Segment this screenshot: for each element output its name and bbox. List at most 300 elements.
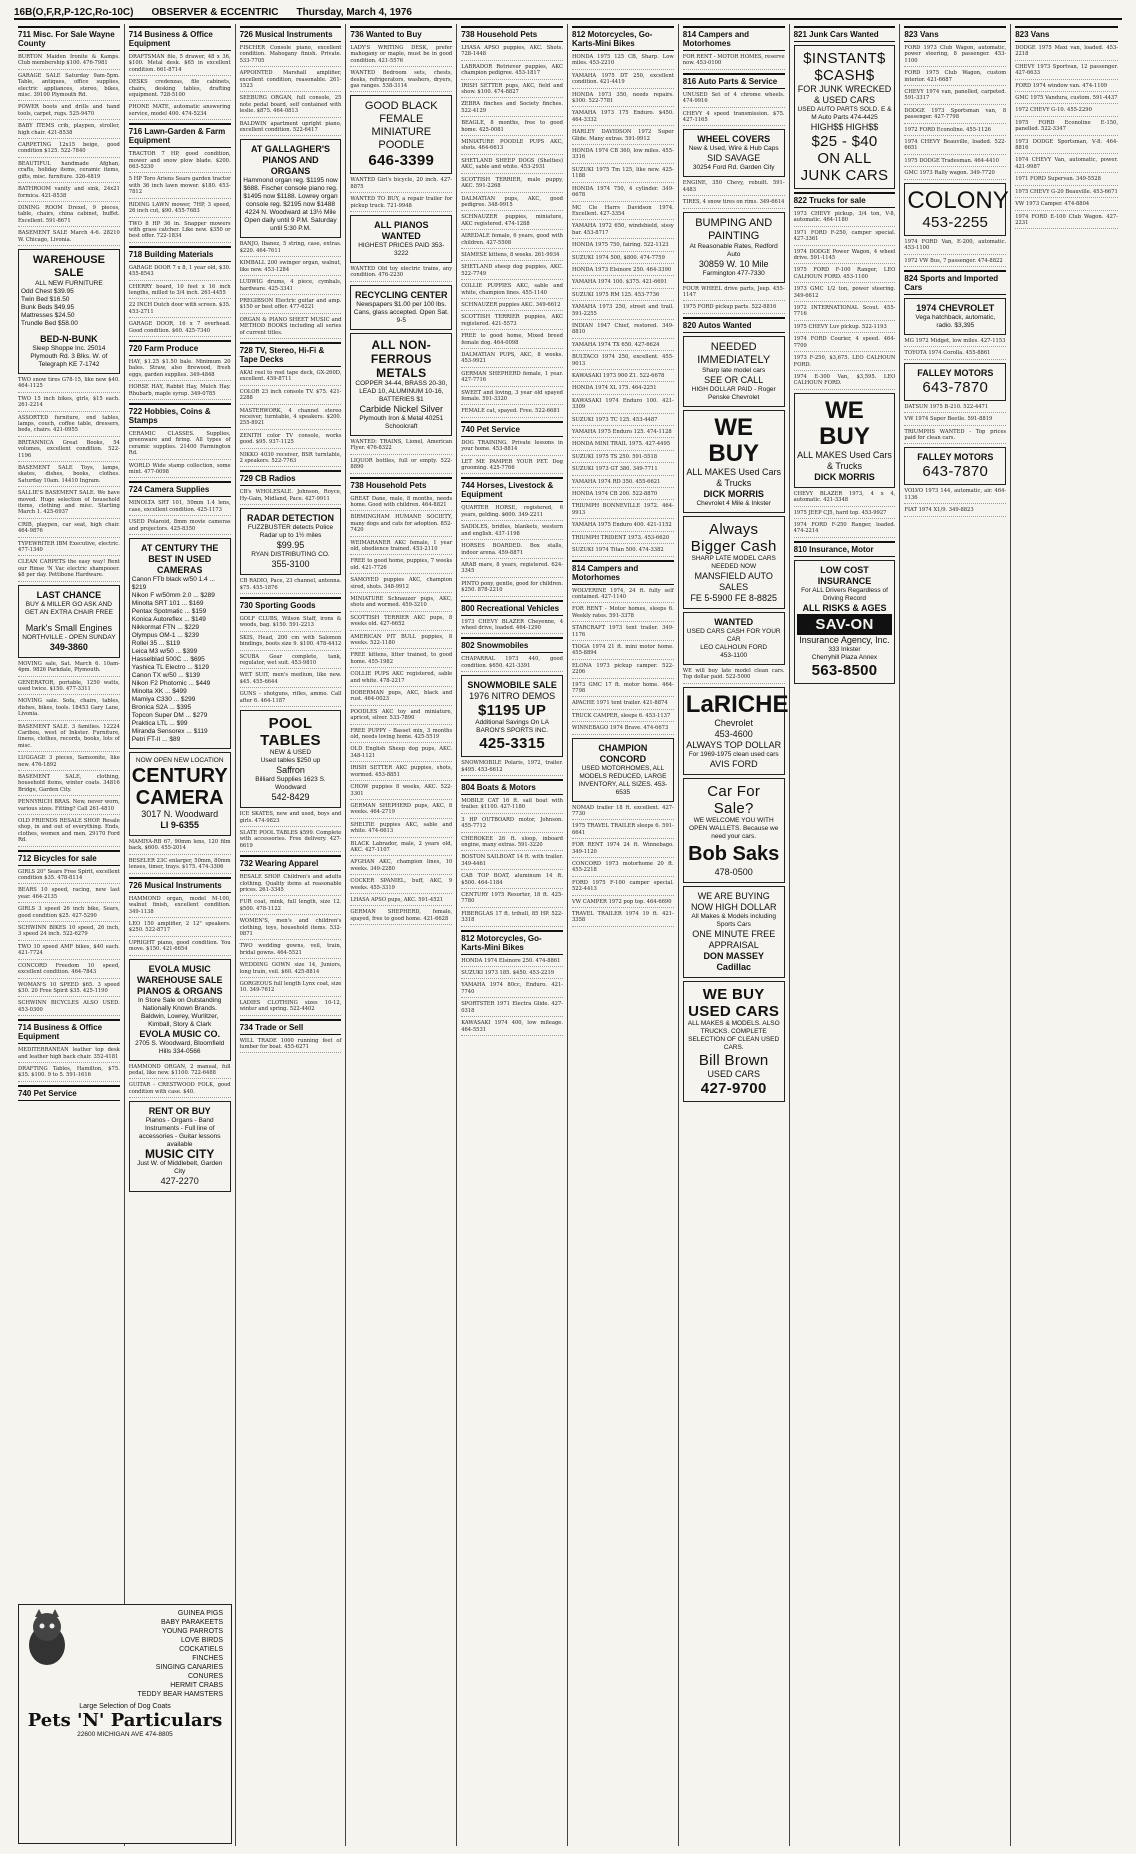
classified-ad: YAMAHA 1975 DT 250, excellent condition. 421-4419 (572, 73, 674, 89)
classified-ad: YAMAHA 1975 Enduro 125. 474-1128 (572, 429, 674, 438)
classified-ad: SCUBA Gear complete, tank, regulator, wet suit. 453-9810 (240, 654, 342, 670)
ad-subtitle: ONE MINUTE FREE APPRAISAL (692, 928, 776, 950)
music-city-ad (129, 1101, 231, 1192)
store-address: Billiard Supplies 1623 S. Woodward (255, 776, 326, 792)
classified-ad: 1973 GMC 17 ft. motor home. 464-7798 (572, 682, 674, 698)
classified-ad: WILL TRADE 1000 running feet of lumber for boat. 455-6271 (240, 1038, 342, 1054)
classified-ad: SCHNAUZER puppies, miniature, AKC registered. 474-1288 (461, 214, 563, 230)
classified-ad: RESALE SHOP. Children's and adults clothing. Quality items at reasonable prices. 261-3345 (240, 874, 342, 896)
classified-ad: DODGE 1973 Sportsman van, 8 passenger. 427-7798 (904, 108, 1006, 124)
classified-ad: LABRADOR Retriever puppies, AKC champion pedigree. 453-1817 (461, 64, 563, 80)
classified-ad: 1975 FORD pickup parts. 522-8816 (683, 304, 785, 313)
classified-ad: TRUCK CAMPER, sleeps 6. 453-1137 (572, 713, 674, 722)
classified-ad: CONCORD Freedom 10 speed, excellent condition. 464-7843 (18, 963, 120, 979)
ad-text: Additional Savings On LA BARON'S SPORTS INC. (475, 719, 549, 735)
ad-text: ON ALL JUNK CARS (800, 150, 889, 184)
classified-ad: SCHWINN BIKES 10 speed, 26 inch, 3 speed 24 inch. 522-6279 (18, 925, 120, 941)
pets-n-particulars-ad (18, 1604, 232, 1844)
classified-ad: IRISH SETTER pups, AKC, field and show. $100. 474-8827 (461, 83, 563, 99)
ad-text: FUZZBUSTER detects Police Radar up to 1½ miles (247, 524, 334, 540)
classified-ad: MOVING sale. Sofa, chairs, tables, dishes, bikes, tools. 18453 Gary Lane, Livonia. (18, 698, 120, 720)
bill-brown-ad (683, 981, 785, 1102)
section-header: 812 Motorcycles, Go-Karts-Mini Bikes (461, 930, 563, 955)
classified-ad: DOG TRAINING. Private lessons in your home. 453-8814 (461, 440, 563, 456)
classified-ad: ZEBRA finches and Society finches. 522-4129 (461, 101, 563, 117)
lariche-ad (683, 687, 789, 775)
section-header: 823 Vans (904, 26, 1006, 42)
price-line: Twin Bed $16.50 (21, 295, 70, 303)
classified-ad: LUDWIG drums, 4 piece, cymbals, hardware. 425-3341 (240, 279, 342, 295)
classified-ad: BEAGLE, 8 months, free to good home. 425-0081 (461, 120, 563, 136)
last-chance-ad (18, 585, 120, 658)
classified-ad: FORD 1973 Club Wagon, automatic, power steering, 8 passenger. 453-1100 (904, 45, 1006, 67)
classified-ad: LUGGAGE 3 pieces, Samsonite, like new. 476-1892 (18, 755, 120, 771)
ad-text: USED AUTO PARTS SOLD. E & M Auto Parts 474-4425 (797, 106, 892, 121)
classified-ad: SCHNAUZER puppies AKC. 349-6612 (461, 302, 563, 311)
classified-ad: HAMMOND organ, model M-100, walnut finish, excellent condition. 349-1138 (129, 896, 231, 918)
classified-ad: CONCORD 1973 motorhome 20 ft. 455-2218 (572, 861, 674, 877)
ad-title: SNOWMOBILE SALE (467, 680, 557, 691)
pool-tables-ad (240, 710, 342, 808)
dealer-name: FALLEY MOTORS (917, 367, 994, 378)
classified-ad: TWO 10 speed AMF bikes, $40 each. 421-7724 (18, 944, 120, 960)
ad-subtitle: ALL MAKES Used Cars & Trucks (686, 466, 782, 488)
classified-ad: SUZUKI 1973 185. $450. 453-2219 (461, 970, 563, 979)
classified-ad: DESKS credenzas, file cabinets, chairs, desking tables, drafting equipment. 728-5100 (129, 79, 231, 101)
wanted-used-cars-ad (683, 612, 785, 665)
classified-ad: SADDLES, bridles, blankets, western and english. 437-1198 (461, 524, 563, 540)
classified-ad: HAY, $1.25 $1.50 bale. Minimum 20 bales. Straw, also firewood, fresh eggs, garden supplies. 349-4848 (129, 359, 231, 381)
classified-ad: WANTED Old toy electric trains, any condition. 476-2230 (350, 266, 452, 282)
classified-ad: 1972 FORD Econoline. 455-1126 (904, 127, 1006, 136)
classified-ad: WE will buy late model clean cars. Top dollar paid. 522-5000 (683, 668, 785, 684)
column-10 (1011, 24, 1122, 1846)
classified-ad: VW 1974 Super Beetle. 591-8819 (904, 416, 1006, 425)
classified-ad: LEO 150 amplifier, 2 12" speakers. $250. 522-8717 (129, 921, 231, 937)
classified-ad: BRITANNICA Great Books, 54 volumes, excellent condition. 522-1196 (18, 440, 120, 462)
ad-title: Car For Sale? (707, 782, 761, 817)
section-header: 716 Lawn-Garden & Farm Equipment (129, 123, 231, 148)
snowmobile-sale-ad (461, 675, 563, 757)
pet-item: HERMIT CRABS (170, 1682, 223, 1689)
section-header: 740 Pet Service (461, 421, 563, 437)
ad-text: USED CARS CASH FOR YOUR CAR (686, 627, 781, 643)
classified-ad: 1974 FORD Courier, 4 speed. 464-7709 (794, 336, 896, 352)
classified-ad: TWO 8 HP 36 in. Snapper mowers with grass catcher. Like new. $350 or best offer. 722-1834 (129, 221, 231, 243)
classified-ad: HAMMOND ORGAN, 2 manual, full pedal, like new. $1100. 722-6488 (129, 1064, 231, 1080)
classified-ad: BASEMENT SALE March 4-6. 28210 W. Chicago, Livonia. (18, 230, 120, 246)
section-header: 822 Trucks for sale (794, 192, 896, 208)
classified-ad: DODGE 1975 Maxi van, loaded. 453-2218 (1015, 45, 1118, 61)
classified-ad: WOMEN'S, men's and children's clothing, toys, household items. 532-0871 (240, 918, 342, 940)
dealer-phone: FE 5-5900 FE 8-8825 (690, 592, 777, 603)
section-header: 724 Camera Supplies (129, 481, 231, 497)
cat-illustration-icon (23, 1609, 71, 1669)
classified-ad: KAWASAKI 1974 400, low mileage. 464-5531 (461, 1020, 563, 1036)
pet-item: COCKATIELS (179, 1646, 223, 1653)
store-address: 3017 N. Woodward (141, 809, 219, 820)
column-5 (457, 24, 568, 1846)
classified-ad: FISCHER Console piano, excellent condition. Mahogany finish. Private. 533-7705 (240, 45, 342, 67)
classified-ad: FREE kittens, litter trained, to good home. 455-1982 (350, 652, 452, 668)
classified-ad: 1974 CHEVY Van, automatic, power. 421-9987 (1015, 157, 1118, 173)
classified-ad: CB's WHOLESALE. Johnson, Royce, Hy-Gain, Midland, Pace. 427-9911 (240, 489, 342, 505)
classified-ad: LADY'S WRITING DESK, prefer mahogany or maple, must be in good condition. 421-5576 (350, 45, 452, 67)
classified-ad: GARAGE DOOR, 16 x 7 overhead. Good condition. $60. 425-7340 (129, 321, 231, 337)
classified-ad: BASEMENT SALE, clothing, household items, winter coats. 34816 Bridge, Garden City. (18, 774, 120, 796)
classified-ad: 1972 INTERNATIONAL Scout. 455-7716 (794, 305, 896, 321)
classified-ad: 1973 CHEVY pickup, 3/4 ton, V-8, automatic. 464-1180 (794, 211, 896, 227)
classified-ad: TRIUMPH TRIDENT 1973. 453-6620 (572, 535, 674, 544)
section-header: 738 Household Pets (350, 477, 452, 493)
section-header: 732 Wearing Apparel (240, 855, 342, 871)
dealer-name: DICK MORRIS (703, 488, 764, 499)
ad-title: ALL NON-FERROUS METALS (370, 337, 432, 380)
classified-ad: WOMAN'S 10 SPEED $65. 3 speed $30. 20 Free Spirit $35. 425-1190 (18, 982, 120, 998)
issue-date: Thursday, March 4, 1976 (296, 6, 412, 18)
pet-item: YOUNG PARROTS (162, 1628, 223, 1635)
classified-ad: QUARTER HORSE, registered, 6 years, gelding. $600. 349-2211 (461, 505, 563, 521)
radar-ad (240, 508, 342, 575)
ad-text: Sharp late model cars (702, 366, 766, 374)
dealer-phone: 427-9700 (700, 1079, 767, 1097)
classified-ad: FOR RENT - MOTOR HOMES, reserve now. 453-0100 (683, 54, 785, 70)
pet-item: BABY PARAKEETS (161, 1619, 223, 1626)
classified-ad: YAMAHA 1974 100. $375. 421-6691 (572, 279, 674, 288)
agency-location: Cherryhill Plaza Annex (811, 653, 878, 661)
agency-subtitle: Insurance Agency, Inc. (799, 634, 890, 645)
evola-ad (129, 959, 231, 1061)
dealer-name: AVIS FORD (709, 758, 758, 769)
store-address: 4224 N. Woodward at 13½ Mile (245, 209, 336, 217)
non-ferrous-ad (350, 333, 452, 436)
classified-ad: STARCRAFT 1973 tent trailer. 349-1176 (572, 625, 674, 641)
ad-text: HIGH DOLLAR PAID - Roger Penske Chevrolet (691, 385, 776, 401)
classified-ad: SIAMESE kittens, 8 weeks. 261-9934 (461, 252, 563, 261)
classified-ad: HONDA 1974 Elsinore 250. 474-8861 (461, 958, 563, 967)
column-4 (346, 24, 457, 1846)
classified-ad: FOR RENT - Motor homes, sleeps 6. Weekly rates. 591-3378 (572, 606, 674, 622)
classified-ad: SHETLAND SHEEP DOGS (Shelties) AKC, sable and white. 453-2931 (461, 158, 563, 174)
classified-ad: SCOTTISH TERRIER, male puppy, AKC. 591-2268 (461, 177, 563, 193)
classified-ad: GUITAR - CRESTWOOD FOLK, good condition with case. $40. (129, 1082, 231, 1098)
ad-subtitle: NOW OPEN NEW LOCATION (135, 757, 224, 765)
ad-title: AT CENTURY THE BEST IN USED CAMERAS (141, 543, 219, 576)
classified-ad: TWO wedding gowns, veil, train, bridal gowns. 464-5521 (240, 943, 342, 959)
classified-ad: CERAMIC CLASSES. Supplies, greenware and firing. All types of ceramic supplies. 21400 Farmington Rd. (129, 431, 231, 460)
store-name: Pets 'N' Particulars (27, 1710, 223, 1731)
dealer-name: DON MASSEY Cadillac (703, 950, 764, 972)
classified-ad: WANTED Bedroom sets, chests, desks, refrigerators, washers, dryers, gas ranges. 538-3114 (350, 70, 452, 92)
we-buy-ad-2 (794, 393, 896, 488)
dealer-phone: 453-1100 (720, 651, 748, 659)
classified-ad: LHASA APSO pups, AKC. 591-4521 (350, 897, 452, 906)
dealer-name: DICK MORRIS (814, 471, 875, 482)
classified-ad: TIRES, 4 snow tires on rims. 349-6614 (683, 199, 785, 208)
bumping-painting-ad (683, 212, 785, 283)
ad-subtitle: ALL NEW FURNITURE (35, 279, 103, 287)
classified-ad: HONDA 1974 750, 4 cylinder. 349-6678 (572, 186, 674, 202)
poodle-wanted-ad (350, 95, 452, 174)
classified-ad: MC Cle Harrs Davidson 1974. Excellent. 427-3354 (572, 205, 674, 221)
dealer-name: FALLEY MOTORS (917, 452, 994, 463)
classified-ad: GERMAN SHEPHERD female, 1 year. 427-7716 (461, 371, 563, 387)
ad-title: LAST CHANCE (36, 589, 102, 600)
classified-ad: 1975 CHEVY G-20 Beauville. 453-6671 (1015, 189, 1118, 198)
classified-ad: SCOTTISH TERRIER AKC pups, 8 weeks old. 427-6652 (350, 615, 452, 631)
sav-on-ad (794, 560, 896, 684)
store-address: Sleep Shoppe Inc. 25014 Plymouth Rd. 3 Blks. W. of Telegraph KE 7-1742 (30, 344, 108, 368)
classified-ad: CHOW puppies 8 weeks, AKC. 522-3301 (350, 784, 452, 800)
ad-price: $25 - $40 (811, 133, 878, 150)
classified-ad: 1975 JEEP CJ5, hard top. 453-9927 (794, 510, 896, 519)
classified-ad: SKIS, Head, 200 cm with Salomon bindings, boots size 9. $100. 478-4412 (240, 635, 342, 651)
classified-ad: POODLES AKC toy and miniature, apricot, silver. 533-7890 (350, 709, 452, 725)
column-3 (236, 24, 347, 1846)
store-address: Just W. of Middlebelt, Garden City (137, 1160, 223, 1176)
classified-ad: BESELER 23C enlarger, 50mm, 80mm lenses, timer, trays. $175. 474-3306 (129, 858, 231, 874)
agency-address: 333 Inkster (828, 645, 861, 653)
classified-ad: PINTO pony, gentle, good for children. $250. 878-2210 (461, 581, 563, 597)
classified-ad: 1974 FORD Van, E-200, automatic. 453-1100 (904, 239, 1006, 255)
classified-ad: POWER boots and drills and hand tools, carpet, rugs. 525-9470 (18, 104, 120, 120)
classified-ad: USED Polaroid, 8mm movie cameras and projectors. 425-8350 (129, 519, 231, 535)
agency-phone: 563-8500 (811, 661, 878, 679)
classified-ad: VW CAMPER 1972 pop top. 464-6690 (572, 899, 674, 908)
ad-title: WAREHOUSE SALE (32, 253, 105, 279)
paper-name: OBSERVER & ECCENTRIC (151, 6, 279, 18)
recycling-ad (350, 285, 452, 330)
ad-text: NORTHVILLE - OPEN SUNDAY (22, 633, 116, 641)
classified-ad: FREE to good home, Mixed breed female dog. 464-0098 (461, 333, 563, 349)
ad-text: Hammond organ reg. $1195 now $688. Fischer console piano reg. $1495 now $1188. Lowrey organ console reg. $2195 now $1488 (243, 177, 338, 209)
dealer-phone: 453-2255 (922, 213, 989, 231)
classified-ad: KIMBALL 200 swinger organ, walnut, like new. 453-1284 (240, 260, 342, 276)
classified-ad: FUR coat, mink, full length, size 12. $500. 478-1122 (240, 899, 342, 915)
classified-ad: GERMAN SHEPHERD pups, AKC, 8 weeks. 464-2719 (350, 803, 452, 819)
classified-ad: BULTACO 1974 250, excellent. 455-9013 (572, 354, 674, 370)
classified-ad: DRAFTING Tables, Hamilton, $75. $35. $100. 9 to 5. 591-1616 (18, 1066, 120, 1082)
agency-name: SAV-ON (797, 614, 893, 635)
classified-ad: SUZUKI 1974 500, $800. 474-7759 (572, 255, 674, 264)
pet-item: SINGING CANARIES (155, 1664, 223, 1671)
classified-ad: 1975 CHEVY Luv pickup. 522-1193 (794, 324, 896, 333)
ad-title: LOW COST INSURANCE (817, 564, 872, 586)
section-header: 722 Hobbies, Coins & Stamps (129, 403, 231, 428)
classified-ad: YAMAHA 1974 80cc, Enduro. 421-7740 (461, 982, 563, 998)
ad-subtitle: SEE OR CALL (704, 374, 764, 385)
ad-title: Always Bigger Cash (690, 520, 777, 555)
classified-ad: VW 1973 Camper. 474-8804 (1015, 201, 1118, 210)
store-phone: 427-2270 (160, 1176, 199, 1187)
classified-ad: SUZUKI 1973 TC 125. 453-4487 (572, 417, 674, 426)
classified-ad: MINOLTA SRT 101, 50mm 1.4 lens, case, excellent condition. 425-1173 (129, 500, 231, 516)
classified-ad: FEMALE cat, spayed. Free. 522-6681 (461, 408, 563, 417)
classified-ad: AFGHAN AKC, champion lines, 10 weeks. 349-2280 (350, 859, 452, 875)
ad-text: USED MOTORHOMES, ALL MODELS REDUCED, LARGE INVENTORY, ALL SIZES. 453-6535 (578, 764, 668, 796)
ad-title: ALL PIANOS WANTED (374, 220, 429, 242)
classified-ad: MAMIYA-RB 67, 90mm lens, 120 film back, $600. 455-2014 (129, 839, 231, 855)
classified-ad: SALLIE'S BASEMENT SALE. We have moved. Huge selection of household items, clothing and misc. Starting March 1. 425-6937 (18, 490, 120, 519)
classified-ad: CRIB, playpen, car seat, high chair. 464-9876 (18, 522, 120, 538)
classified-ad: PENNYRICH BRAS. New, never worn, various sizes. Fitting? Call 261-4810 (18, 799, 120, 815)
ad-title: AT GALLAGHER'S PIANOS AND ORGANS (251, 144, 330, 177)
classified-ad: GUNS - shotguns, rifles, ammo. Call after 6. 464-1187 (240, 691, 342, 707)
store-address: 30859 W. 10 Mile (698, 258, 769, 269)
classified-ad: SUZUKI 1973 GT 380. 349-7711 (572, 466, 674, 475)
classified-ad: 1972 VW Bus, 7 passenger. 474-8822 (904, 258, 1006, 267)
ad-title: POOL TABLES (260, 715, 321, 750)
classified-ad: 22 INCH Dutch door with screen. $35. 453-2711 (129, 302, 231, 318)
store-name: Mark's Small Engines (25, 622, 113, 633)
ad-text: Newspapers $1.00 per 100 lbs. Cans, glass accepted. Open Sat. 9-5 (353, 300, 449, 324)
classified-ad: DATSUN 1975 B-210. 522-4471 (904, 404, 1006, 413)
classified-ad: WANTED TO BUY, a repair trailer for pickup truck. 721-9948 (350, 196, 452, 212)
wheel-covers-ad (683, 129, 785, 177)
ad-title: $INSTANT$ $CASH$ (803, 50, 886, 84)
classified-ad: CLEAN CARPETS the easy way! Rent our Rinse 'N Vac electric shampooer. $8 per day. Pettibone Hardware. (18, 559, 120, 581)
ad-title: NEEDED IMMEDIATELY (697, 340, 771, 366)
price-line: Trundle Bed $58.00 (21, 319, 78, 327)
classified-ad: HONDA 1973 Elsinore 250. 464-3390 (572, 267, 674, 276)
classified-ad: LET ME PAMPER YOUR PET. Dog grooming. 425-7766 (461, 459, 563, 475)
ad-title: RADAR DETECTION (246, 513, 334, 524)
section-header: 734 Trade or Sell (240, 1019, 342, 1035)
store-name: BED-N-BUNK (40, 333, 98, 344)
dealer-phone: 643-7870 (922, 463, 989, 481)
classified-ad: ELONA 1973 pickup camper. 522-2206 (572, 663, 674, 679)
ad-text: Canon FTb black w/50 1.4 ... $219 Nikon F w/50mm 2.0 ... $289 Minolta SRT 101 ... $169 Pentax Spotmatic ... $159 Konica Autoreflex ... $149 Nikkormat FTN ... $229 Olympus OM-1 ... $239 Rollei 35 ... $119 Leica M3 w/50 ... $399 Hasselblad 500C ... $695 Yashica TL Electro ... $129 Canon TX w/50 ... $139 Nikon F2 Photomic ... $449 Minolta XK ... $499 Mamiya C330 ... $299 Bronica S2A ... $395 Topcon Super DM ... $279 Praktica LTL ... $99 Miranda Sensorex ... $119 Petri FT-II ... $89 (131, 576, 215, 744)
store-address: 22600 MICHIGAN AVE 474-8805 (77, 1731, 173, 1738)
price-list: COPPER 34-44, BRASS 20-30, LEAD 10, ALUMINUM 10-16, BATTERIES $1 (355, 379, 448, 403)
classified-ad: YAMAHA 1973 250, street and trail. 591-2255 (572, 304, 674, 320)
section-header: 814 Campers and Motorhomes (572, 560, 674, 585)
classified-ad: ENGINE, 350 Chevy, rebuilt. 591-4483 (683, 180, 785, 196)
store-name: RYAN DISTRIBUTING CO. (251, 551, 330, 559)
ad-text: For 1969-1975 clean used cars (688, 750, 779, 758)
ad-title: CHAMPION CONCORD (598, 742, 648, 764)
classified-ad: SWEET and loving, 3 year old spayed female. 591-3320 (461, 390, 563, 406)
section-header: 711 Misc. For Sale Wayne County (18, 26, 120, 51)
classified-ad: WET SUIT, men's medium, like new. $45. 455-6644 (240, 672, 342, 688)
ad-title: BUMPING AND PAINTING (695, 216, 773, 242)
ad-title: GOOD BLACK FEMALE MINIATURE POODLE (364, 100, 438, 152)
classified-ad: WEIMARANER AKC female, 1 year old, obedience trained. 453-2110 (350, 540, 452, 556)
classified-ad: AMERICAN PIT BULL puppies, 8 weeks. 522-1180 (350, 634, 452, 650)
store-phone: Farmington 477-7330 (702, 269, 765, 277)
classified-ad: BASEMENT SALE. 3 families. 12224 Caribou, west of Inkster. Furniture, linens, clothes, records, books, lots of misc. (18, 724, 120, 753)
ad-price: $1195 UP (477, 702, 547, 720)
store-address: 30254 Ford Rd. Garden City (692, 164, 775, 172)
classified-ad: TOYOTA 1974 Corolla. 455-8861 (904, 350, 1006, 359)
classified-ad: FOR RENT 1974 24 ft. Winnebago. 349-1120 (572, 842, 674, 858)
classified-ad: HONDA 1974 XL 175. 464-2251 (572, 385, 674, 394)
classified-ad: GARAGE DOOR 7 x 8, 1 year old, $30. 455-8543 (129, 265, 231, 281)
classified-ad: BEARS 10 speed, racing, new last year. 464-2135 (18, 887, 120, 903)
store-phone: LI 9-6355 (160, 820, 199, 831)
dealer-name: MANSFIELD AUTO SALES (694, 570, 773, 592)
ad-title: WE BUY (819, 396, 870, 450)
classified-ad: VOLVO 1973 144, automatic, air. 464-1136 (904, 488, 1006, 504)
classified-ad: BOSTON SAILBOAT 14 ft. with trailer. 349-4461 (461, 854, 563, 870)
classified-ad: BANJO, Ibanez, 5 string, case, extras. $220. 464-7611 (240, 241, 342, 257)
ad-title: WE ARE BUYING NOW HIGH DOLLAR (690, 890, 777, 912)
classified-ad: ARAB mare, 8 years, registered. 624-3345 (461, 562, 563, 578)
column-2 (125, 24, 236, 1846)
classified-ad: LHASA APSO puppies, AKC. Shots. 728-1448 (461, 45, 563, 61)
classified-ad: MEDITERRANEAN leather top desk and leather high back chair. 352-4181 (18, 1047, 120, 1063)
classified-ad: CHEVY BLAZER 1973, 4 x 4, automatic. 421-3348 (794, 491, 896, 507)
dealer-phone: 643-7870 (922, 378, 989, 396)
classified-ad: DALMATIAN pups, AKC, good pedigree. 348-9915 (461, 196, 563, 212)
section-header: 728 TV, Stereo, Hi-Fi & Tape Decks (240, 342, 342, 367)
classified-ad: FOUR WHEEL drive parts, Jeep. 455-1147 (683, 286, 785, 302)
ad-text: Used tables $250 up (260, 757, 321, 765)
section-header: 718 Building Materials (129, 246, 231, 262)
classified-ad: 1974 FORD E-100 Club Wagon. 427-2231 (1015, 214, 1118, 230)
classified-ad: 1972 CHEVY G-10. 455-2290 (1015, 107, 1118, 116)
classified-ad: TWO 15 inch bikes, girls, $15 each. 261-2214 (18, 396, 120, 412)
ad-text: At Reasonable Rates, Redford Auto (689, 242, 778, 258)
ad-title: WHEEL COVERS (697, 134, 771, 145)
ad-title: EVOLA MUSIC WAREHOUSE SALE PIANOS & ORGANS (136, 963, 223, 996)
classified-ad: CHERRY board, 10 feet x 16 inch lengths, milled to 3/4 inch. 261-4455 (129, 284, 231, 300)
classified-ad: FREE to good home, puppies, 7 weeks old. 421-7726 (350, 558, 452, 574)
ad-text: BUY & MILLER GO ASK AND GET AN EXTRA CHAIR FREE (24, 600, 113, 616)
classified-ad: AIREDALE female, 6 years, good with children. 427-5508 (461, 233, 563, 249)
classified-ad: SUZUKI 1974 Titan 500. 474-3382 (572, 547, 674, 556)
classified-ad: DOBERMAN pups, AKC, black and rust. 464-0023 (350, 690, 452, 706)
store-name: Saffron (276, 765, 305, 776)
store-name: EVOLA MUSIC CO. (139, 1028, 221, 1039)
ad-subtitle: ALL RISKS & AGES (802, 602, 887, 613)
classified-ad: BABY ITEMS crib, playpen, stroller, high chair. 421-8538 (18, 123, 120, 139)
classified-ad: ORGAN & PIANO SHEET MUSIC and METHOD BOOKS including all series of current titles. (240, 317, 342, 339)
ad-title: WANTED (714, 616, 754, 627)
classified-ad: NIKKO 4030 receiver, BSR turntable, 2 speakers. 522-7763 (240, 452, 342, 468)
classified-ad: GMC 1973 Rally wagon. 349-7720 (904, 170, 1006, 179)
classified-ad: 1974 E-300 Van, $3,595. LEO CALHOUN FORD. (794, 374, 896, 390)
section-header: 740 Pet Service (18, 1085, 120, 1101)
classified-ad: GENERATOR, portable, 1250 watts, used twice. $150. 477-3311 (18, 680, 120, 696)
column-1 (14, 24, 125, 1846)
classified-ad: IRISH SETTER AKC puppies, shots, wormed. 453-8851 (350, 765, 452, 781)
classified-ad: FORD 1975 Club Wagon, custom interior. 421-6687 (904, 70, 1006, 86)
century-used-cameras-ad (129, 538, 231, 749)
needed-ad (683, 336, 785, 407)
section-header: 714 Business & Office Equipment (18, 1019, 120, 1044)
classified-ad: GREAT Dane, male, 8 months, needs home. Good with children. 464-8821 (350, 496, 452, 512)
always-bigger-cash-ad (683, 516, 785, 609)
century-camera-ad (129, 752, 231, 836)
store-name: CENTURY CAMERA (131, 765, 228, 810)
classified-ad: WORLD Wide stamp collection, some mint. 477-0098 (129, 463, 231, 479)
section-header: 800 Recreational Vehicles (461, 600, 563, 616)
classified-ad: CARPETING 12x15 beige, good condition $125. 522-7840 (18, 142, 120, 158)
classified-ad: FIAT 1974 X1/9. 349-8823 (904, 507, 1006, 516)
classified-ad: HORSE HAY, Rabbit Hay, Mulch Hay. Rhubarb, maple syrup. 349-0785 (129, 384, 231, 400)
classified-ad: FREE PUPPY - Basset mix, 3 months old, needs loving home. 425-5519 (350, 728, 452, 744)
classified-ad: COLLIE PUPS AKC registered, sable and white. 478-2217 (350, 671, 452, 687)
pet-item: GUINEA PIGS (177, 1610, 223, 1617)
section-header: 720 Farm Produce (129, 340, 231, 356)
classified-ad: BEAUTIFUL handmade Afghan, crafts, holiday items, ceramic items, gifts, misc. furniture. 326-4819 (18, 161, 120, 183)
instant-cash-ad (794, 45, 896, 189)
classified-ad: SPORTSTER 1971 Electra Glide. 427-0318 (461, 1001, 563, 1017)
store-name: SID SAVAGE (707, 153, 761, 164)
section-header: 814 Campers and Motorhomes (683, 26, 785, 51)
classified-ad: GMC 1975 Vandura, custom. 591-4437 (1015, 95, 1118, 104)
